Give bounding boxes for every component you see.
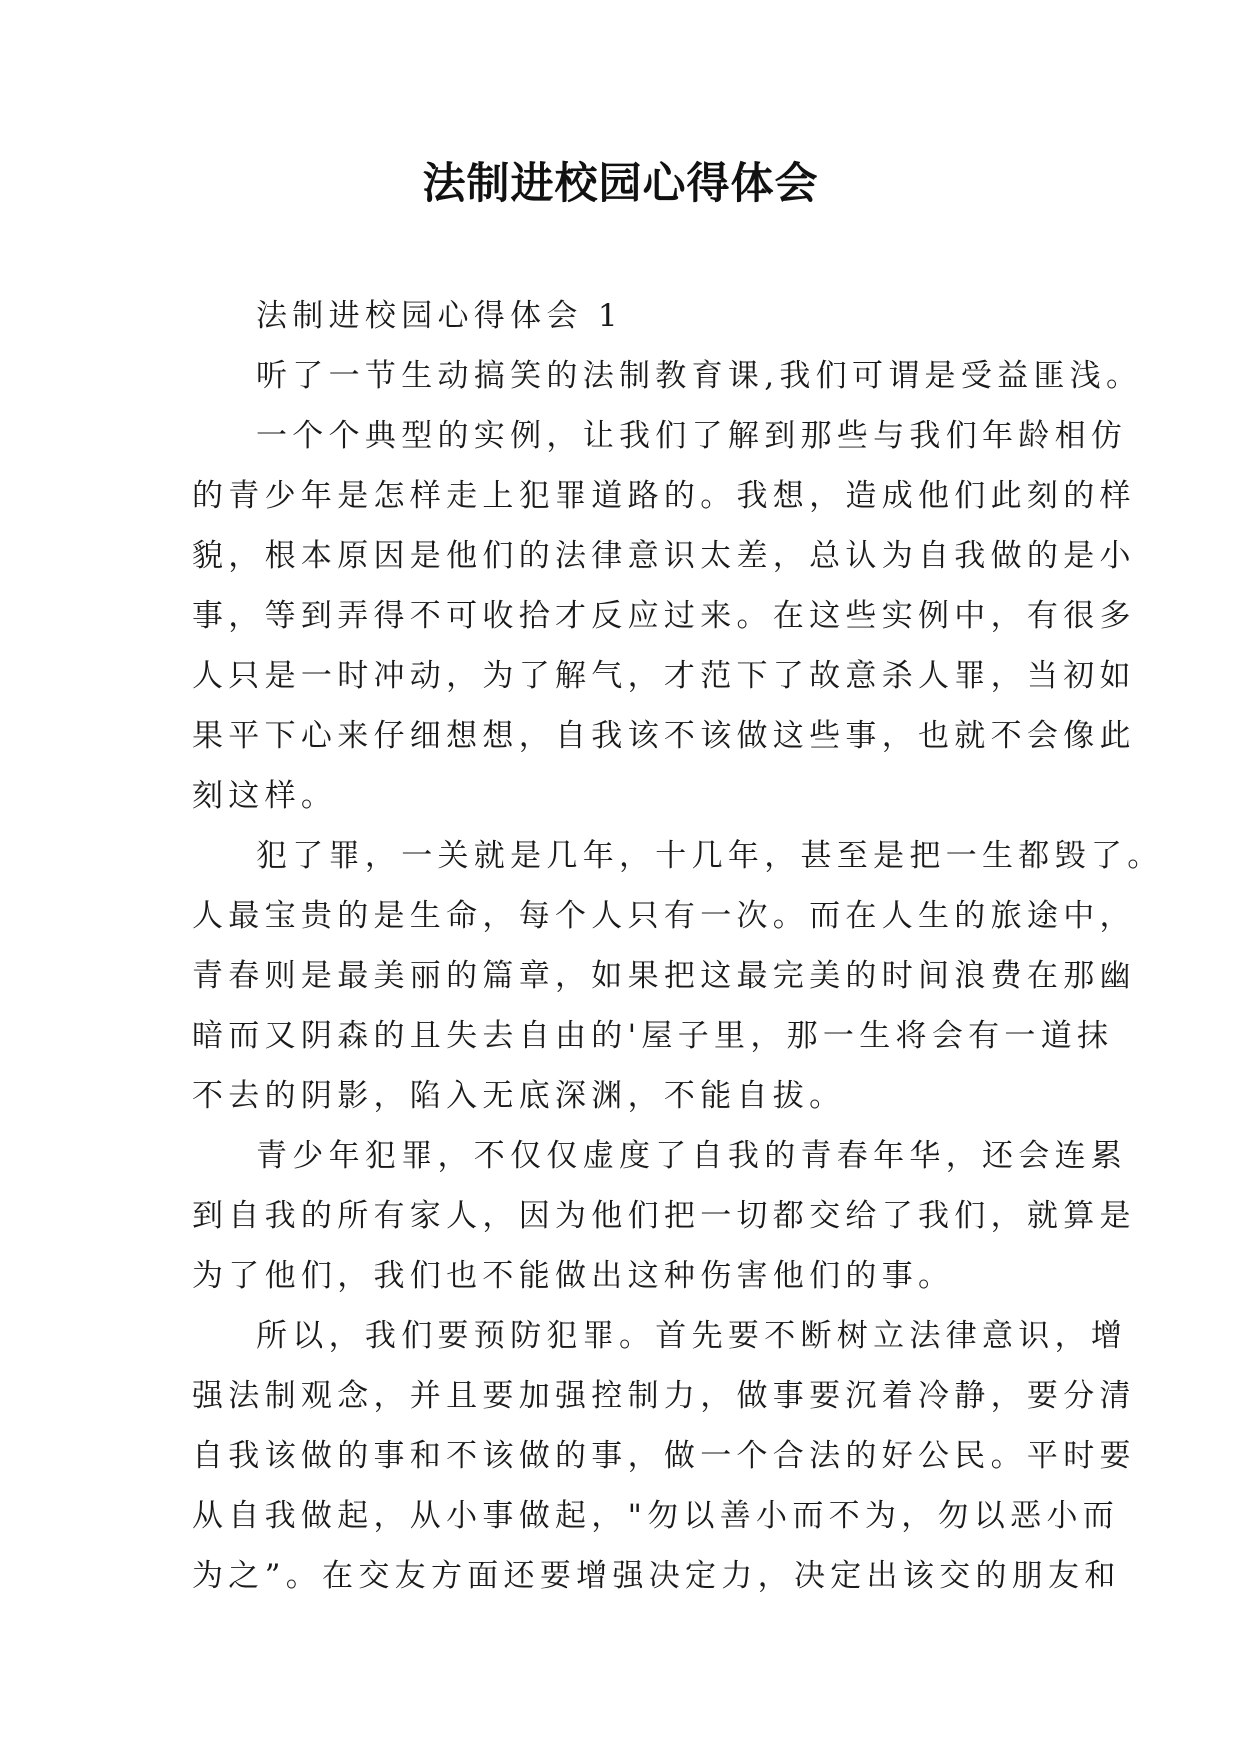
paragraph-line: 事，等到弄得不可收拾才反应过来。在这些实例中，有很多 — [192, 598, 1136, 634]
paragraph-line: 的青少年是怎样走上犯罪道路的。我想，造成他们此刻的样 — [192, 478, 1136, 514]
document-title: 法制进校园心得体会 — [422, 159, 819, 209]
paragraph-line: 暗而又阴森的且失去自由的'屋子里，那一生将会有一道抹 — [192, 1018, 1114, 1054]
paragraph-line: 刻这样。 — [192, 778, 338, 814]
paragraph-line: 强法制观念，并且要加强控制力，做事要沉着冷静，要分清 — [192, 1378, 1136, 1414]
paragraph-line: 到自我的所有家人，因为他们把一切都交给了我们，就算是 — [192, 1198, 1136, 1234]
paragraph-line: 所以，我们要预防犯罪。首先要不断树立法律意识，增 — [256, 1318, 1128, 1354]
paragraph-line: 青少年犯罪，不仅仅虚度了自我的青春年华，还会连累 — [256, 1138, 1128, 1174]
paragraph-line: 听了一节生动搞笑的法制教育课,我们可谓是受益匪浅。 — [256, 358, 1143, 394]
paragraph-line: 不去的阴影，陷入无底深渊，不能自拔。 — [192, 1078, 846, 1114]
document-body — [192, 286, 1164, 1606]
section-heading: 法制进校园心得体会 1 — [256, 298, 623, 334]
paragraph-line: 人最宝贵的是生命，每个人只有一次。而在人生的旅途中， — [192, 898, 1136, 934]
paragraph-line: 为之”。在交友方面还要增强决定力，决定出该交的朋友和 — [192, 1558, 1121, 1594]
paragraph-line: 一个个典型的实例，让我们了解到那些与我们年龄相仿 — [256, 418, 1128, 454]
paragraph-line: 貌，根本原因是他们的法律意识太差，总认为自我做的是小 — [192, 538, 1136, 574]
paragraph-line: 果平下心来仔细想想，自我该不该做这些事，也就不会像此 — [192, 718, 1136, 754]
paragraph-line: 青春则是最美丽的篇章，如果把这最完美的时间浪费在那幽 — [192, 958, 1136, 994]
paragraph-line: 从自我做起，从小事做起，"勿以善小而不为，勿以恶小而 — [192, 1498, 1120, 1534]
paragraph-line: 人只是一时冲动，为了解气，才范下了故意杀人罪，当初如 — [192, 658, 1136, 694]
paragraph-line: 犯了罪，一关就是几年，十几年，甚至是把一生都毁了。 — [256, 838, 1164, 874]
paragraph-line: 自我该做的事和不该做的事，做一个合法的好公民。平时要 — [192, 1438, 1136, 1474]
paragraph-line: 为了他们，我们也不能做出这种伤害他们的事。 — [192, 1258, 955, 1294]
